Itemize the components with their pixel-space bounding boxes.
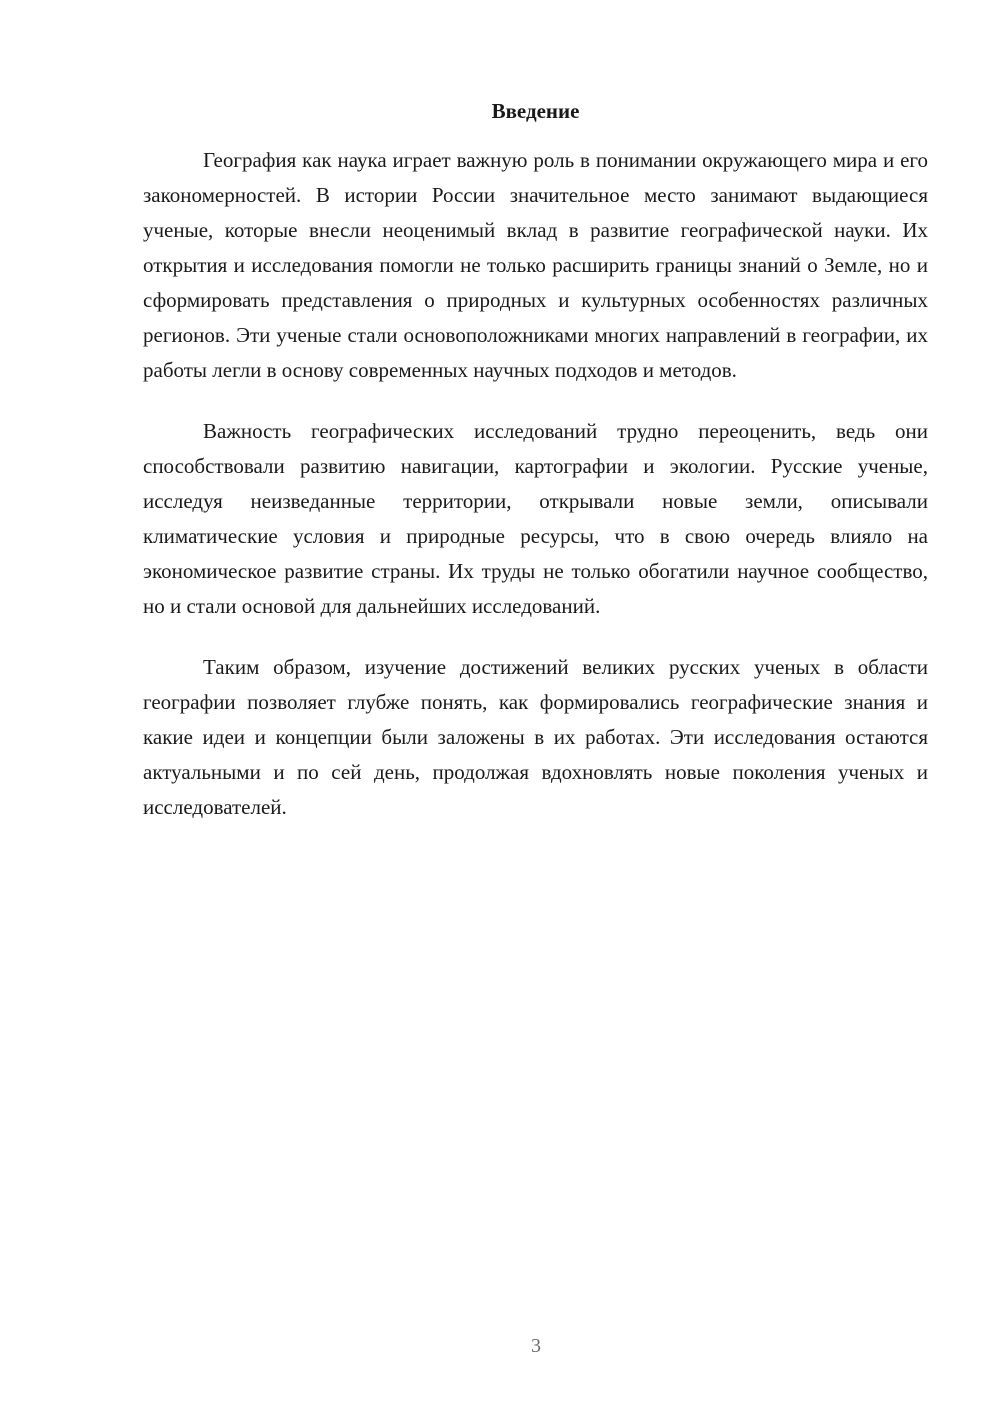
paragraph-1: География как наука играет важную роль в понимании окружающего мира и его закономерностей. В истории России значительное место занимают выдающиеся ученые, которые внесли неоценимый вклад в развитие географической науки. Их открытия и исследования помогли не только расширить границы знаний о Земле, но и сформировать представления о природных и культурных особенностях различных регионов. Эти ученые стали основоположниками многих направлений в географии, их работы легли в основу современных научных подходов и методов. bbox=[143, 148, 928, 382]
page-number: 3 bbox=[531, 1335, 541, 1357]
section-heading: Введение bbox=[491, 99, 580, 123]
paragraph-2: Важность географических исследований трудно переоценить, ведь они способствовали развитию навигации, картографии и экологии. Русские ученые, исследуя неизведанные территории, открывали новые земли, описывали климатические условия и природные ресурсы, что в свою очередь влияло на экономическое развитие страны. Их труды не только обогатили научное сообщество, но и стали основой для дальнейших исследований. bbox=[143, 419, 928, 618]
body-text bbox=[143, 143, 928, 825]
paragraph-3: Таким образом, изучение достижений великих русских ученых в области географии позволяет глубже понять, как формировались географические знания и какие идеи и концепции были заложены в их работах. Эти исследования остаются актуальными и по сей день, продолжая вдохновлять новые поколения ученых и исследователей. bbox=[143, 655, 928, 819]
